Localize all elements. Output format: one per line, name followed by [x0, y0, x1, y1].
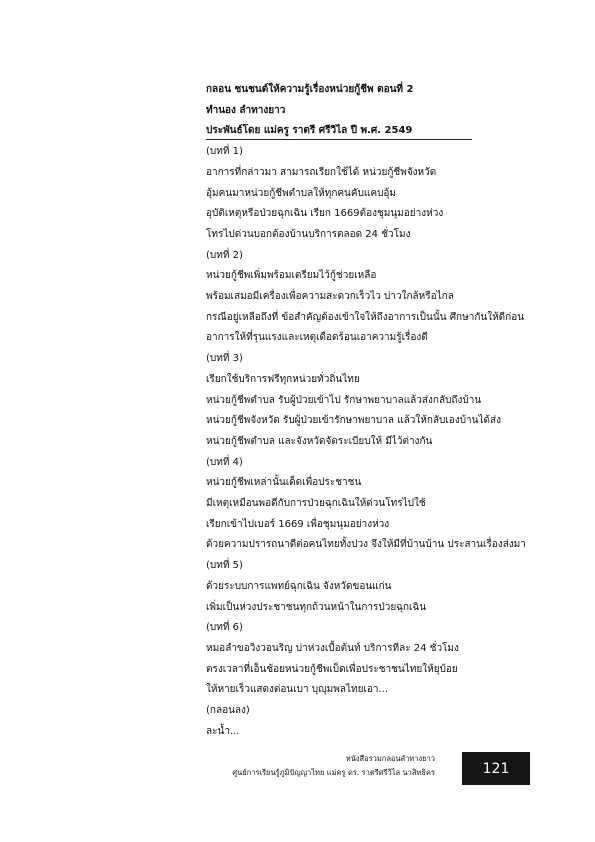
- verse-line: ด้วยความปรารถนาดีต่อคนไทยทั้งปวง จึงให้มีที่บ้านบ้าน ประสานเรื่องส่งมา: [206, 539, 526, 551]
- footer-publisher: ศูนย์การเรียนรู้ภูมิปัญญาไทย แม่ครู ดร. ราตรีศรีวิไล นาสิทธิคร: [232, 768, 435, 777]
- verse-line: อาการให้ที่รุนแรงและเหตุเดือดร้อนเอาความรู้เรื่องดี: [206, 332, 428, 344]
- verse-line: มีเหตุเหมือนพอดีกับการป่วยฉุกเฉินให้ด่วนโทรไปใช้: [206, 498, 426, 510]
- verse-line: โทรไปด่วนบอกต้องบ้านบริการตลอด 24 ชั่วโมง: [206, 228, 411, 240]
- verse-line: หน่วยกู้ชีพตำบล และจังหวัดจัดระเบียบให้ มีไว้ต่างกัน: [206, 435, 433, 447]
- verse-line: เรียกเข้าไปเบอร์ 1669 เพื่อชุมนุมอย่างห่วง: [206, 518, 390, 530]
- verse-line: ด้วยระบบการแพทย์ฉุกเฉิน จังหวัดขอนแก่น: [206, 580, 392, 592]
- verse-line: ให้หายเร็วแสดงต่อนเบา บุญุมพลไทยเอา...: [206, 684, 389, 696]
- verse-line: (บทที่ 3): [206, 353, 243, 365]
- poem-content: [206, 80, 526, 743]
- verse-line: พร้อมเสมอมีเครื่องเพื่อความสะดวกเร็วไว บ่าวใกล้หรือไกล: [206, 291, 454, 303]
- verse-list: [206, 142, 526, 742]
- verse-line: ละน้ำ...: [206, 725, 240, 737]
- verse-line: เรียกใช้บริการฟรีทุกหน่วยทั่วถิ่นไทย: [206, 373, 360, 385]
- poem-title: กลอน ชนชนต์ให้ความรู้เรื่องหน่วยกู้ชีพ ตอนที่ 2: [206, 84, 414, 95]
- header-divider: [206, 139, 472, 140]
- verse-line: อุ้มคนมาหน่วยกู้ชีพตำบลให้ทุกคนคับแคบอุ้ม: [206, 187, 397, 199]
- verse-line: (บทที่ 2): [206, 249, 243, 261]
- verse-line: ตรงเวลาที่เอ็นช้อยหน่วยกู้ชีพเบ็ดเพื่อประชาชนไทยให้ยุบ้อย: [206, 663, 458, 675]
- verse-line: หน่วยกู้ชีพจังหวัด รับผู้ป่วยเข้ารักษาพยาบาล แล้วให้กลับเองบ้านได้ส่ง: [206, 415, 502, 427]
- poem-tune: ทำนอง ลำทางยาว: [206, 104, 286, 116]
- verse-line: เพิ่มเป็นห่วงประชาชนทุกถ้วนหน้าในการป่วยฉุกเฉิน: [206, 601, 427, 613]
- verse-line: หน่วยกู้ชีพเพิ่มพร้อมเตรียมไว้กู้ช่วยเหลือ: [206, 270, 377, 282]
- verse-line: (บทที่ 6): [206, 622, 243, 634]
- verse-line: (บทที่ 1): [206, 146, 243, 158]
- verse-line: หมอลำขอวิงวอนริญ บ่าห่วงเบื้อต้นท์ บริการทีละ 24 ชั่วโมง: [206, 642, 459, 654]
- verse-line: (บทที่ 5): [206, 560, 243, 572]
- poem-author: ประพันธ์โดย แม่ครู ราตรี ศรีวิไล ปี พ.ศ. 2549: [206, 125, 413, 137]
- verse-line: อาการที่กล่าวมา สามารถเรียกใช้ได้ หน่วยกู้ชีพจังหวัด: [206, 166, 437, 178]
- verse-line: (กลอนลง): [206, 705, 250, 717]
- page-number: 121: [462, 752, 530, 785]
- page-footer: [232, 752, 435, 780]
- verse-line: อุบัติเหตุหรือป่วยฉุกเฉิน เรียก 1669ต้องชุมนุมอย่างห่วง: [206, 208, 444, 220]
- verse-line: กรณีอยู่เหลือถึงที่ ข้อสำคัญต้องเข้าใจให้ถึงอาการเป็นนั้น ศึกษากันให้ดีก่อน: [206, 311, 525, 323]
- verse-line: (บทที่ 4): [206, 456, 243, 468]
- verse-line: หน่วยกู้ชีพเหล่านั้นเด็ดเพื่อประชาชน: [206, 477, 362, 489]
- footer-book-title: หนังสือรวมกลอนลำทางยาว: [345, 754, 435, 763]
- verse-line: หน่วยกู้ชีพตำบล รับผู้ป่วยเข้าไป รักษาพยาบาลแล้วส่งกลับถึงบ้าน: [206, 394, 482, 406]
